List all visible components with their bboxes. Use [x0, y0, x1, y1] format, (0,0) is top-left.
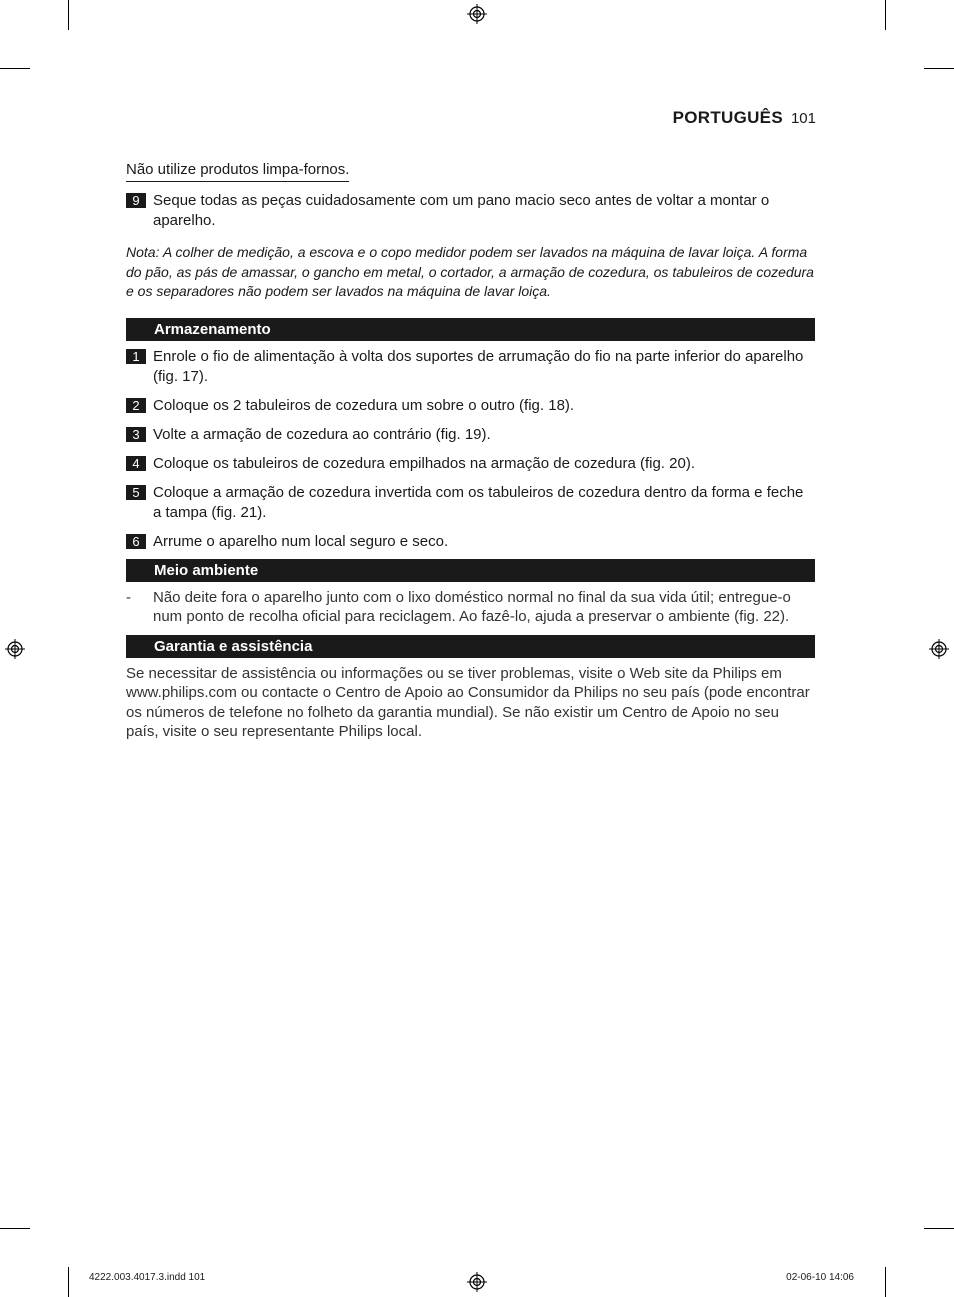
step-item [126, 425, 815, 445]
step-item [126, 347, 815, 387]
step-text: Seque todas as peças cuidadosamente com um pano macio seco antes de voltar a montar o aparelho. [153, 192, 770, 229]
crop-mark [924, 68, 954, 69]
step-number: 9 [126, 193, 146, 208]
list-item [126, 588, 815, 627]
step-number: 4 [126, 456, 146, 471]
page-header [673, 108, 816, 128]
section-heading-warranty: Garantia e assistência [126, 635, 815, 658]
step-number: 1 [126, 349, 146, 364]
registration-mark-icon [467, 1272, 487, 1292]
step-text: Arrume o aparelho num local seguro e seco. [153, 532, 449, 550]
step-item [126, 532, 815, 552]
step-text: Volte a armação de cozedura ao contrário (fig. 19). [153, 425, 491, 443]
page-number: 101 [790, 110, 816, 127]
step-text: Coloque a armação de cozedura invertida com os tabuleiros de cozedura dentro da forma e feche a tampa (fig. 21). [153, 483, 804, 521]
registration-mark-icon [5, 639, 25, 659]
step-number: 2 [126, 398, 146, 413]
crop-mark [885, 1267, 886, 1297]
step-text: Enrole o fio de alimentação à volta dos suportes de arrumação do fio na parte inferior do aparelho (fig. 17). [153, 347, 804, 385]
step-number: 6 [126, 534, 146, 549]
step-text: Coloque os 2 tabuleiros de cozedura um sobre o outro (fig. 18). [153, 396, 575, 414]
step-item [126, 454, 815, 474]
step-text: Coloque os tabuleiros de cozedura empilhados na armação de cozedura (fig. 20). [153, 454, 695, 472]
crop-mark [0, 1228, 30, 1229]
registration-mark-icon [467, 4, 487, 24]
step-item [126, 396, 815, 416]
header-language: PORTUGUÊS [672, 108, 783, 127]
oven-cleaner-warning: Não utilize produtos limpa-fornos. [126, 160, 349, 182]
crop-mark [68, 0, 69, 30]
environment-text: Não deite fora o aparelho junto com o lixo doméstico normal no final da sua vida útil; entregue-o num ponto de recolha oficial para reciclagem. Ao fazê-lo, ajuda a preservar o ambiente (fig. 22). [153, 588, 791, 625]
step-number: 3 [126, 427, 146, 442]
warranty-text: Se necessitar de assistência ou informações ou se tiver problemas, visite o Web site da Philips em www.philips.com ou contacte o Centro de Apoio ao Consumidor da Philips no seu país (pode encontrar os números de telefone no folheto da garantia mundial). Se não existir um Centro de Apoio no seu país, visite o seu representante Philips local. [126, 664, 810, 740]
crop-mark [68, 1267, 69, 1297]
registration-mark-icon [929, 639, 949, 659]
step-item [126, 191, 815, 231]
footer-date: 02-06-10 14:06 [786, 1272, 854, 1283]
bullet-dash: - [126, 588, 131, 606]
section-heading-storage: Armazenamento [126, 318, 815, 341]
crop-mark [924, 1228, 954, 1229]
step-item [126, 483, 815, 523]
crop-mark [0, 68, 30, 69]
footer-file-info: 4222.003.4017.3.indd 101 [89, 1272, 206, 1283]
page-content [126, 160, 815, 742]
step-number: 5 [126, 485, 146, 500]
section-heading-environment: Meio ambiente [126, 559, 815, 582]
crop-mark [885, 0, 886, 30]
note-text: Nota: A colher de medição, a escova e o copo medidor podem ser lavados na máquina de lavar loiça. A forma do pão, as pás de amassar, o gancho em metal, o cortador, a armação de cozedura, os tabuleiros de cozedura e os separadores não podem ser lavados na máquina de lavar loiça. [126, 244, 814, 299]
